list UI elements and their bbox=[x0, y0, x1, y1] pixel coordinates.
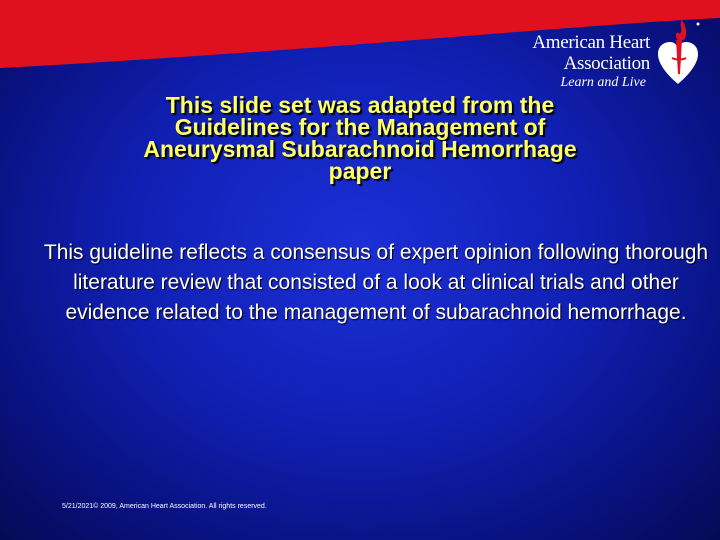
title-line: Guidelines for the Management of bbox=[174, 114, 546, 140]
title-line: Aneurysmal Subarachnoid Hemorrhage bbox=[143, 136, 577, 162]
title-line: This slide set was adapted from the bbox=[165, 92, 555, 118]
heart-torch-icon bbox=[654, 18, 702, 96]
aha-logo bbox=[532, 18, 702, 98]
title-line: paper bbox=[328, 158, 392, 184]
logo-tagline: Learn and Live bbox=[560, 75, 646, 90]
logo-text-line2: Association bbox=[563, 53, 650, 74]
slide-body-text: This guideline reflects a consensus of expert opinion following thorough literature review that consisted of a look at clinical trials and other evidence related to the management of subarachnoid hemorrhage. bbox=[43, 241, 709, 324]
slide-title bbox=[60, 94, 660, 182]
copyright-footer: 5/21/2021© 2009, American Heart Association. All rights reserved. bbox=[62, 503, 267, 510]
logo-text-line1: American Heart bbox=[532, 32, 650, 53]
